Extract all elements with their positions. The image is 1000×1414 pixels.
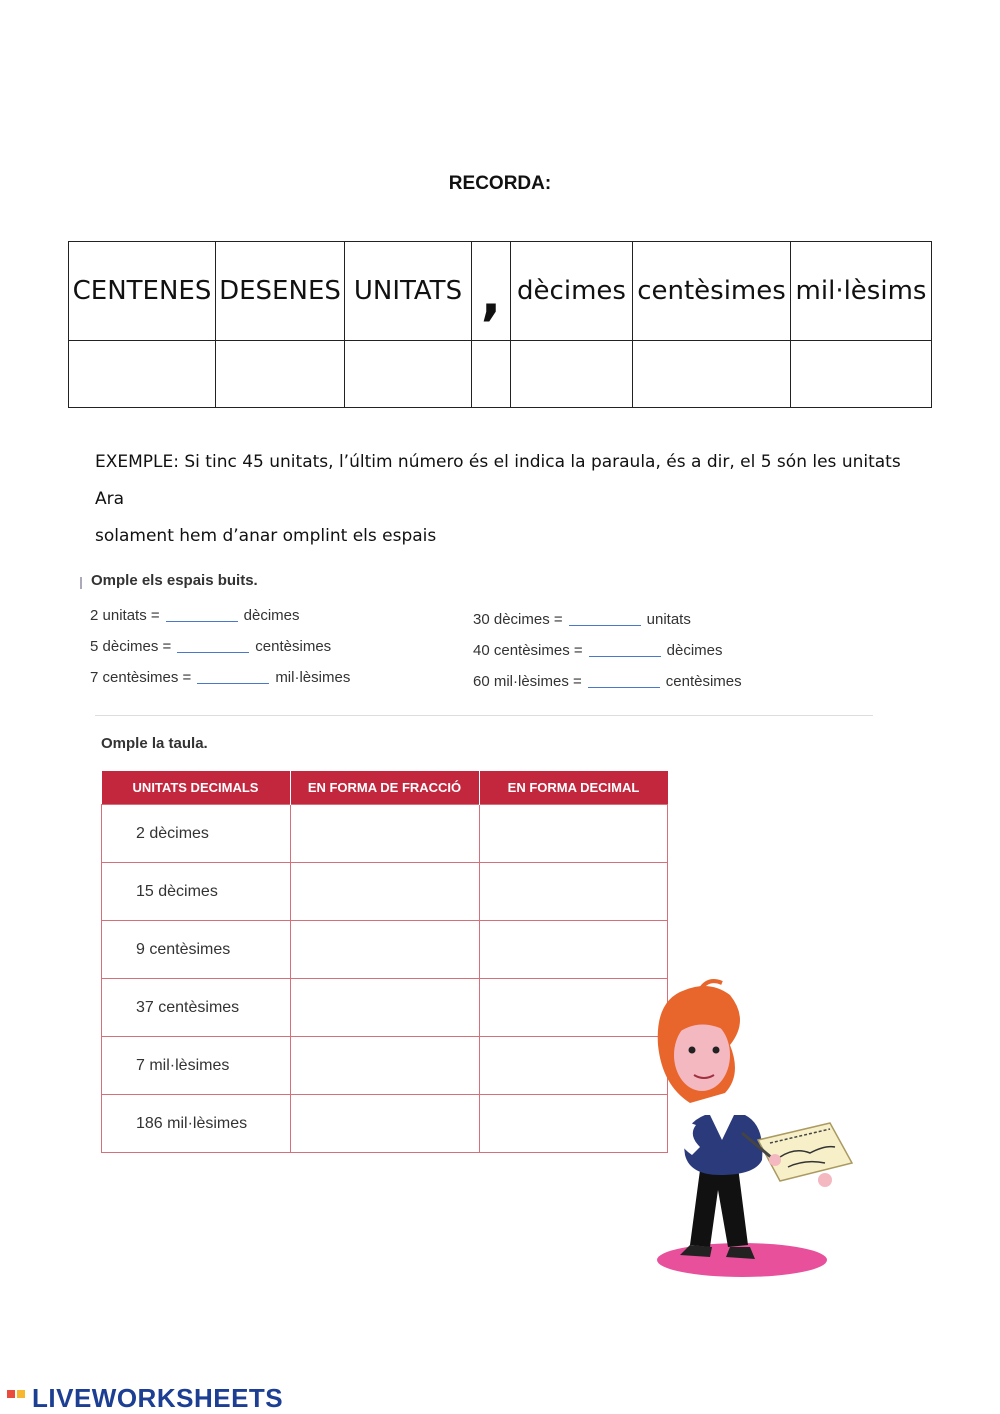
exercise1-title: Omple els espais buits.	[91, 572, 258, 589]
item-4-left: 30 dècimes =	[473, 611, 563, 628]
item-4-right: unitats	[646, 611, 691, 628]
cell-millesims[interactable]	[791, 341, 932, 408]
table-row	[102, 979, 668, 1037]
cell-comma	[472, 341, 511, 408]
header-centenes: CENTENES	[69, 242, 216, 341]
exercise2-title: Omple la taula.	[101, 735, 208, 752]
header-centesimes: centèsimes	[633, 242, 791, 341]
decimal-comma: ,	[480, 263, 502, 327]
example-line-1: EXEMPLE: Si tinc 45 unitats, l’últim número és el indica la paraula, és a dir, el 5 són les unitats Ara	[95, 452, 901, 509]
exercise1-item-2	[90, 638, 331, 655]
header-decimes: dècimes	[511, 242, 633, 341]
table-row	[102, 921, 668, 979]
decimal-units-table	[101, 771, 668, 1153]
item-6-left: 60 mil·lèsimes =	[473, 673, 582, 690]
cell-desenes[interactable]	[216, 341, 345, 408]
blank-input-5[interactable]	[589, 656, 661, 657]
fraction-cell[interactable]	[290, 1095, 479, 1153]
example-line-2: solament hem d’anar omplint els espais	[95, 526, 437, 546]
item-5-right: dècimes	[666, 642, 723, 659]
item-1-left: 2 unitats =	[90, 607, 160, 624]
col-header-units: UNITATS DECIMALS	[102, 771, 291, 805]
cell-unitats[interactable]	[345, 341, 472, 408]
fraction-cell[interactable]	[290, 863, 479, 921]
exercise1-item-1	[90, 607, 300, 624]
exercise1-item-5	[473, 642, 723, 659]
header-millesims: mil·lèsims	[791, 242, 932, 341]
blank-input-2[interactable]	[177, 652, 249, 653]
item-5-left: 40 centèsimes =	[473, 642, 583, 659]
fraction-cell[interactable]	[290, 1037, 479, 1095]
decimal-table-header-row	[102, 771, 668, 805]
decimal-cell[interactable]	[479, 921, 668, 979]
item-1-right: dècimes	[243, 607, 300, 624]
blank-input-1[interactable]	[166, 621, 238, 622]
table-row	[102, 1095, 668, 1153]
fraction-cell[interactable]	[290, 921, 479, 979]
col-header-fraction: EN FORMA DE FRACCIÓ	[290, 771, 479, 805]
place-value-table	[68, 241, 932, 408]
fraction-cell[interactable]	[290, 805, 479, 863]
logo-block-yellow	[17, 1390, 25, 1398]
section-marker	[80, 577, 82, 589]
header-unitats: UNITATS	[345, 242, 472, 341]
table-row	[102, 805, 668, 863]
place-value-header-row	[69, 242, 932, 341]
row-label: 2 dècimes	[102, 805, 291, 863]
fraction-cell[interactable]	[290, 979, 479, 1037]
example-paragraph	[95, 444, 915, 555]
place-value-empty-row	[69, 341, 932, 408]
header-comma	[472, 242, 511, 341]
liveworksheets-logo-blocks	[6, 1386, 33, 1404]
recorda-title: RECORDA:	[448, 173, 552, 194]
exercise1-item-6	[473, 673, 742, 690]
blank-input-6[interactable]	[588, 687, 660, 688]
exercise1-item-3	[90, 669, 350, 686]
row-label: 9 centèsimes	[102, 921, 291, 979]
item-6-right: centèsimes	[665, 673, 742, 690]
header-desenes: DESENES	[216, 242, 345, 341]
item-2-right: centèsimes	[255, 638, 332, 655]
table-row	[102, 863, 668, 921]
cell-centenes[interactable]	[69, 341, 216, 408]
section-divider	[95, 715, 873, 716]
decimal-cell[interactable]	[479, 805, 668, 863]
row-label: 186 mil·lèsimes	[102, 1095, 291, 1153]
liveworksheets-logo[interactable]: LIVEWORKSHEETS	[32, 1383, 284, 1413]
blank-input-4[interactable]	[569, 625, 641, 626]
item-2-left: 5 dècimes =	[90, 638, 172, 655]
logo-block-red	[7, 1390, 15, 1398]
cell-decimes[interactable]	[511, 341, 633, 408]
item-3-left: 7 centèsimes =	[90, 669, 192, 686]
girl-writing-illustration	[630, 975, 870, 1285]
row-label: 15 dècimes	[102, 863, 291, 921]
item-3-right: mil·lèsimes	[275, 669, 351, 686]
row-label: 7 mil·lèsimes	[102, 1037, 291, 1095]
col-header-decimal: EN FORMA DECIMAL	[479, 771, 668, 805]
row-label: 37 centèsimes	[102, 979, 291, 1037]
blank-input-3[interactable]	[197, 683, 269, 684]
table-row	[102, 1037, 668, 1095]
cell-centesimes[interactable]	[633, 341, 791, 408]
decimal-cell[interactable]	[479, 863, 668, 921]
exercise1-item-4	[473, 611, 691, 628]
